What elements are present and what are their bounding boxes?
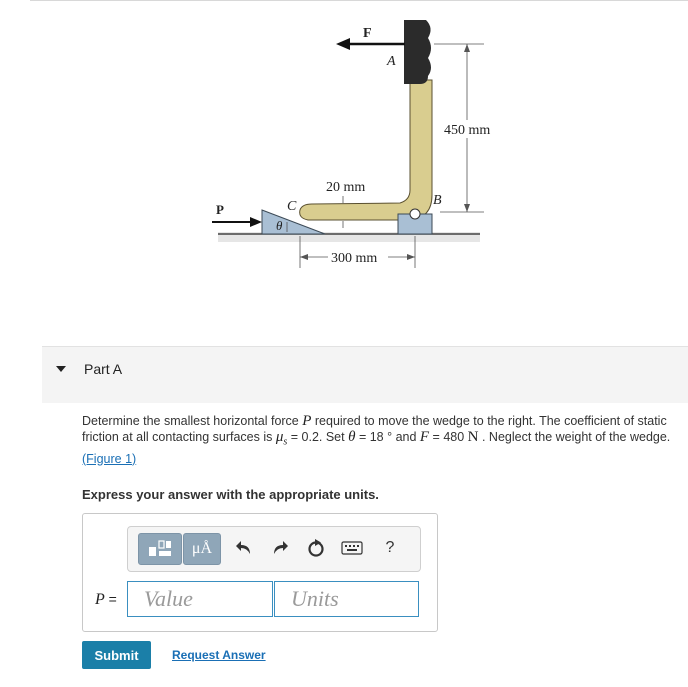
force-f-arrowhead	[336, 38, 350, 50]
dim-450-arrow-bottom	[464, 204, 470, 212]
dim-20-label: 20 mm	[326, 180, 366, 195]
units-input[interactable]: Units	[274, 581, 419, 617]
var-p: P	[302, 413, 312, 429]
dim-300-arrow-left	[300, 254, 308, 260]
problem-text-5: = 480	[429, 430, 468, 444]
dim-450-label: 450 mm	[444, 123, 491, 138]
collapse-caret-icon[interactable]	[56, 366, 66, 372]
answer-box	[82, 513, 438, 632]
part-title: Part A	[84, 361, 123, 377]
var-mu: μ	[275, 429, 284, 445]
answer-eq: =	[104, 591, 117, 607]
keyboard-icon[interactable]	[338, 533, 366, 563]
templates-button[interactable]	[138, 533, 182, 565]
undo-icon[interactable]	[232, 533, 256, 563]
point-c-label: C	[287, 199, 297, 214]
dim-300-label: 300 mm	[331, 251, 378, 266]
problem-text-2: required to move the wedge to the right. The coefficient of static friction at all contacting surfaces is	[82, 414, 667, 444]
answer-label	[95, 591, 117, 609]
point-b-label: B	[433, 193, 442, 208]
submit-button[interactable]: Submit	[82, 641, 151, 669]
reset-icon[interactable]	[304, 533, 328, 563]
dim-300-arrow-right	[407, 254, 415, 260]
dim-450-arrow-top	[464, 44, 470, 52]
units-button[interactable]: μÅ	[183, 533, 221, 565]
problem-text-1: Determine the smallest horizontal force	[82, 414, 303, 428]
var-theta: θ	[348, 429, 356, 445]
unit-n: N	[467, 429, 479, 445]
lever-arm	[300, 80, 432, 220]
math-toolbar	[127, 526, 421, 572]
part-a-header[interactable]	[42, 346, 688, 403]
problem-text-4: = 18 ° and	[355, 430, 420, 444]
problem-text-6: . Neglect the weight of the wedge.	[478, 430, 671, 444]
angle-theta-label: θ	[276, 218, 283, 233]
figure-link[interactable]: (Figure 1)	[82, 451, 137, 466]
problem-text-3: = 0.2. Set	[287, 430, 349, 444]
force-f-label: F	[363, 26, 372, 41]
point-a-label: A	[387, 54, 396, 69]
pin	[410, 209, 420, 219]
value-input[interactable]: Value	[127, 581, 273, 617]
instructions: Express your answer with the appropriate units.	[82, 487, 379, 502]
var-mu-sub: s	[283, 436, 288, 448]
answer-var: P	[95, 591, 105, 608]
redo-icon[interactable]	[268, 533, 292, 563]
problem-statement	[82, 413, 682, 467]
var-f: F	[419, 429, 430, 445]
lever-handle	[404, 20, 431, 84]
force-p-arrowhead	[250, 217, 262, 227]
templates-icon	[147, 539, 173, 559]
force-p-label: P	[216, 202, 224, 217]
request-answer-link[interactable]: Request Answer	[172, 648, 266, 662]
help-button[interactable]: ?	[385, 539, 395, 556]
